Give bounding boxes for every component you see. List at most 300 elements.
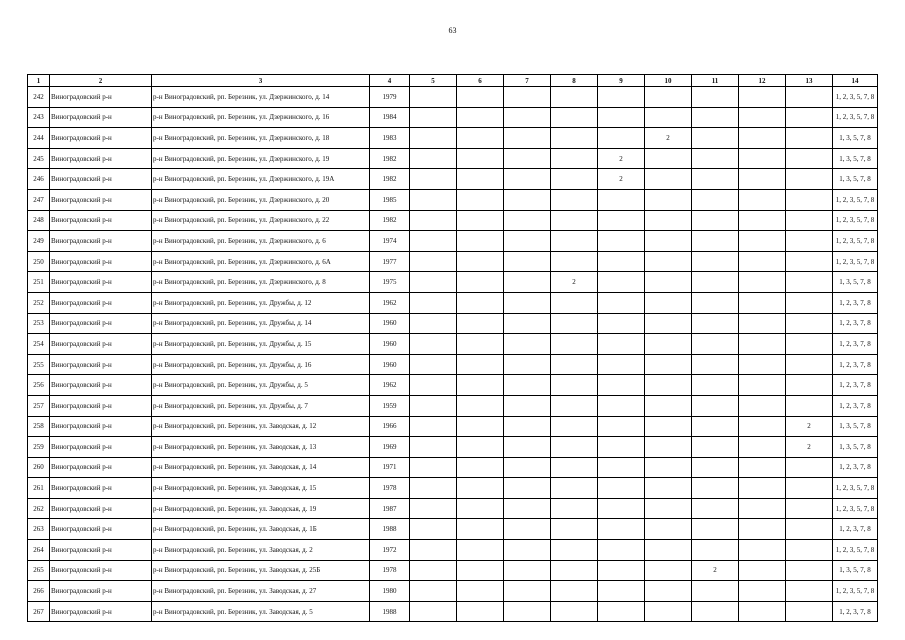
col7-cell bbox=[504, 313, 551, 334]
row-number: 258 bbox=[28, 416, 50, 437]
row-number: 253 bbox=[28, 313, 50, 334]
col6-cell bbox=[457, 107, 504, 128]
year-cell: 1974 bbox=[370, 231, 410, 252]
col5-cell bbox=[410, 354, 457, 375]
table-row bbox=[28, 251, 878, 272]
col10-cell bbox=[645, 395, 692, 416]
col12-cell bbox=[739, 581, 786, 602]
col7-cell bbox=[504, 292, 551, 313]
col7-cell bbox=[504, 354, 551, 375]
address-cell: р-н Виноградовский, рп. Березник, ул. Дзержинского, д. 16 bbox=[152, 107, 370, 128]
col9-cell bbox=[598, 540, 645, 561]
col14-cell: 1, 2, 3, 5, 7, 8 bbox=[833, 210, 878, 231]
district-cell: Виноградовский р-н bbox=[50, 189, 152, 210]
col8-cell bbox=[551, 148, 598, 169]
col5-cell bbox=[410, 437, 457, 458]
col10-cell bbox=[645, 210, 692, 231]
col10-cell bbox=[645, 560, 692, 581]
district-cell: Виноградовский р-н bbox=[50, 540, 152, 561]
district-cell: Виноградовский р-н bbox=[50, 354, 152, 375]
year-cell: 1988 bbox=[370, 519, 410, 540]
address-cell: р-н Виноградовский, рп. Березник, ул. Дзержинского, д. 14 bbox=[152, 87, 370, 108]
col14-cell: 1, 2, 3, 5, 7, 8 bbox=[833, 87, 878, 108]
col7-cell bbox=[504, 437, 551, 458]
col11-cell bbox=[692, 457, 739, 478]
col6-cell bbox=[457, 540, 504, 561]
col5-cell bbox=[410, 107, 457, 128]
col9-cell bbox=[598, 581, 645, 602]
year-cell: 1982 bbox=[370, 210, 410, 231]
col6-cell bbox=[457, 560, 504, 581]
table-row bbox=[28, 601, 878, 622]
row-number: 243 bbox=[28, 107, 50, 128]
col6-cell bbox=[457, 581, 504, 602]
col9-cell bbox=[598, 601, 645, 622]
year-cell: 1983 bbox=[370, 128, 410, 149]
col10-cell bbox=[645, 334, 692, 355]
col7-cell bbox=[504, 251, 551, 272]
address-cell: р-н Виноградовский, рп. Березник, ул. Заводская, д. 12 bbox=[152, 416, 370, 437]
column-header: 8 bbox=[551, 75, 598, 87]
col14-cell: 1, 3, 5, 7, 8 bbox=[833, 148, 878, 169]
col9-cell bbox=[598, 231, 645, 252]
table-row bbox=[28, 334, 878, 355]
col14-cell: 1, 2, 3, 7, 8 bbox=[833, 457, 878, 478]
col11-cell bbox=[692, 313, 739, 334]
district-cell: Виноградовский р-н bbox=[50, 148, 152, 169]
col7-cell bbox=[504, 581, 551, 602]
address-cell: р-н Виноградовский, рп. Березник, ул. Дружбы, д. 15 bbox=[152, 334, 370, 355]
col6-cell bbox=[457, 478, 504, 499]
col8-cell bbox=[551, 313, 598, 334]
col11-cell bbox=[692, 437, 739, 458]
col6-cell bbox=[457, 519, 504, 540]
table-row bbox=[28, 437, 878, 458]
col11-cell bbox=[692, 498, 739, 519]
col14-cell: 1, 2, 3, 5, 7, 8 bbox=[833, 251, 878, 272]
district-cell: Виноградовский р-н bbox=[50, 395, 152, 416]
col8-cell bbox=[551, 251, 598, 272]
col14-cell: 1, 2, 3, 7, 8 bbox=[833, 601, 878, 622]
col12-cell bbox=[739, 560, 786, 581]
col6-cell bbox=[457, 354, 504, 375]
col14-cell: 1, 2, 3, 5, 7, 8 bbox=[833, 581, 878, 602]
column-header: 10 bbox=[645, 75, 692, 87]
col14-cell: 1, 2, 3, 5, 7, 8 bbox=[833, 107, 878, 128]
col7-cell bbox=[504, 478, 551, 499]
district-cell: Виноградовский р-н bbox=[50, 437, 152, 458]
year-cell: 1982 bbox=[370, 169, 410, 190]
row-number: 247 bbox=[28, 189, 50, 210]
col10-cell bbox=[645, 416, 692, 437]
table-row bbox=[28, 375, 878, 396]
col13-cell bbox=[786, 395, 833, 416]
col7-cell bbox=[504, 601, 551, 622]
column-header: 6 bbox=[457, 75, 504, 87]
col13-cell bbox=[786, 148, 833, 169]
col5-cell bbox=[410, 128, 457, 149]
col9-cell bbox=[598, 498, 645, 519]
col14-cell: 1, 2, 3, 5, 7, 8 bbox=[833, 478, 878, 499]
col12-cell bbox=[739, 292, 786, 313]
district-cell: Виноградовский р-н bbox=[50, 478, 152, 499]
col11-cell bbox=[692, 169, 739, 190]
district-cell: Виноградовский р-н bbox=[50, 334, 152, 355]
col12-cell bbox=[739, 87, 786, 108]
address-cell: р-н Виноградовский, рп. Березник, ул. Заводская, д. 5 bbox=[152, 601, 370, 622]
col10-cell bbox=[645, 519, 692, 540]
address-cell: р-н Виноградовский, рп. Березник, ул. Дружбы, д. 12 bbox=[152, 292, 370, 313]
row-number: 259 bbox=[28, 437, 50, 458]
col10-cell bbox=[645, 375, 692, 396]
year-cell: 1984 bbox=[370, 107, 410, 128]
address-cell: р-н Виноградовский, рп. Березник, ул. Дружбы, д. 16 bbox=[152, 354, 370, 375]
address-cell: р-н Виноградовский, рп. Березник, ул. Дзержинского, д. 18 bbox=[152, 128, 370, 149]
row-number: 249 bbox=[28, 231, 50, 252]
district-cell: Виноградовский р-н bbox=[50, 601, 152, 622]
col11-cell bbox=[692, 107, 739, 128]
year-cell: 1978 bbox=[370, 560, 410, 581]
col10-cell bbox=[645, 601, 692, 622]
col6-cell bbox=[457, 148, 504, 169]
year-cell: 1987 bbox=[370, 498, 410, 519]
col5-cell bbox=[410, 210, 457, 231]
col12-cell bbox=[739, 375, 786, 396]
col6-cell bbox=[457, 189, 504, 210]
col12-cell bbox=[739, 437, 786, 458]
table-row bbox=[28, 457, 878, 478]
col6-cell bbox=[457, 87, 504, 108]
col9-cell bbox=[598, 478, 645, 499]
year-cell: 1959 bbox=[370, 395, 410, 416]
table-row bbox=[28, 581, 878, 602]
table-row bbox=[28, 231, 878, 252]
col8-cell bbox=[551, 519, 598, 540]
col5-cell bbox=[410, 601, 457, 622]
address-cell: р-н Виноградовский, рп. Березник, ул. Дзержинского, д. 19А bbox=[152, 169, 370, 190]
col9-cell bbox=[598, 107, 645, 128]
col14-cell: 1, 2, 3, 7, 8 bbox=[833, 292, 878, 313]
col11-cell bbox=[692, 581, 739, 602]
col8-cell bbox=[551, 189, 598, 210]
address-cell: р-н Виноградовский, рп. Березник, ул. Заводская, д. 15 bbox=[152, 478, 370, 499]
district-cell: Виноградовский р-н bbox=[50, 292, 152, 313]
col13-cell bbox=[786, 272, 833, 293]
year-cell: 1982 bbox=[370, 148, 410, 169]
col11-cell bbox=[692, 395, 739, 416]
col13-cell bbox=[786, 107, 833, 128]
col5-cell bbox=[410, 231, 457, 252]
district-cell: Виноградовский р-н bbox=[50, 313, 152, 334]
col8-cell bbox=[551, 395, 598, 416]
year-cell: 1985 bbox=[370, 189, 410, 210]
table-row bbox=[28, 189, 878, 210]
col8-cell bbox=[551, 375, 598, 396]
col6-cell bbox=[457, 210, 504, 231]
row-number: 257 bbox=[28, 395, 50, 416]
col8-cell bbox=[551, 334, 598, 355]
col10-cell bbox=[645, 148, 692, 169]
table-row bbox=[28, 498, 878, 519]
column-header: 14 bbox=[833, 75, 878, 87]
year-cell: 1969 bbox=[370, 437, 410, 458]
col7-cell bbox=[504, 416, 551, 437]
table-row bbox=[28, 478, 878, 499]
column-header: 11 bbox=[692, 75, 739, 87]
col8-cell bbox=[551, 601, 598, 622]
col11-cell bbox=[692, 375, 739, 396]
col9-cell bbox=[598, 189, 645, 210]
address-cell: р-н Виноградовский, рп. Березник, ул. Заводская, д. 27 bbox=[152, 581, 370, 602]
col9-cell bbox=[598, 87, 645, 108]
col14-cell: 1, 2, 3, 7, 8 bbox=[833, 375, 878, 396]
row-number: 254 bbox=[28, 334, 50, 355]
year-cell: 1962 bbox=[370, 375, 410, 396]
table-row bbox=[28, 128, 878, 149]
column-header: 7 bbox=[504, 75, 551, 87]
col7-cell bbox=[504, 498, 551, 519]
col8-cell bbox=[551, 231, 598, 252]
district-cell: Виноградовский р-н bbox=[50, 519, 152, 540]
col10-cell bbox=[645, 272, 692, 293]
col5-cell bbox=[410, 251, 457, 272]
col6-cell bbox=[457, 375, 504, 396]
col14-cell: 1, 2, 3, 5, 7, 8 bbox=[833, 498, 878, 519]
district-cell: Виноградовский р-н bbox=[50, 498, 152, 519]
col11-cell bbox=[692, 272, 739, 293]
district-cell: Виноградовский р-н bbox=[50, 231, 152, 252]
col8-cell bbox=[551, 581, 598, 602]
row-number: 265 bbox=[28, 560, 50, 581]
col5-cell bbox=[410, 169, 457, 190]
col8-cell bbox=[551, 292, 598, 313]
col5-cell bbox=[410, 87, 457, 108]
col8-cell bbox=[551, 107, 598, 128]
row-number: 264 bbox=[28, 540, 50, 561]
col9-cell bbox=[598, 395, 645, 416]
col10-cell bbox=[645, 437, 692, 458]
year-cell: 1978 bbox=[370, 478, 410, 499]
row-number: 262 bbox=[28, 498, 50, 519]
col14-cell: 1, 3, 5, 7, 8 bbox=[833, 128, 878, 149]
col10-cell bbox=[645, 581, 692, 602]
row-number: 250 bbox=[28, 251, 50, 272]
table-row bbox=[28, 292, 878, 313]
address-cell: р-н Виноградовский, рп. Березник, ул. Дзержинского, д. 22 bbox=[152, 210, 370, 231]
column-header: 2 bbox=[50, 75, 152, 87]
district-cell: Виноградовский р-н bbox=[50, 416, 152, 437]
col14-cell: 1, 3, 5, 7, 8 bbox=[833, 437, 878, 458]
district-cell: Виноградовский р-н bbox=[50, 210, 152, 231]
table-row bbox=[28, 107, 878, 128]
column-header: 4 bbox=[370, 75, 410, 87]
address-cell: р-н Виноградовский, рп. Березник, ул. Заводская, д. 25Б bbox=[152, 560, 370, 581]
table-row bbox=[28, 354, 878, 375]
col5-cell bbox=[410, 498, 457, 519]
col8-cell bbox=[551, 128, 598, 149]
col10-cell bbox=[645, 498, 692, 519]
year-cell: 1980 bbox=[370, 581, 410, 602]
col11-cell bbox=[692, 416, 739, 437]
col14-cell: 1, 2, 3, 7, 8 bbox=[833, 334, 878, 355]
col12-cell bbox=[739, 107, 786, 128]
col11-cell bbox=[692, 148, 739, 169]
col9-cell bbox=[598, 560, 645, 581]
col11-cell bbox=[692, 292, 739, 313]
col11-cell bbox=[692, 334, 739, 355]
col5-cell bbox=[410, 313, 457, 334]
col11-cell bbox=[692, 540, 739, 561]
col13-cell bbox=[786, 334, 833, 355]
table-row bbox=[28, 519, 878, 540]
col9-cell bbox=[598, 292, 645, 313]
col14-cell: 1, 3, 5, 7, 8 bbox=[833, 169, 878, 190]
col9-cell bbox=[598, 457, 645, 478]
col10-cell bbox=[645, 169, 692, 190]
col13-cell bbox=[786, 189, 833, 210]
row-number: 242 bbox=[28, 87, 50, 108]
col14-cell: 1, 3, 5, 7, 8 bbox=[833, 272, 878, 293]
column-header: 12 bbox=[739, 75, 786, 87]
col14-cell: 1, 3, 5, 7, 8 bbox=[833, 416, 878, 437]
col6-cell bbox=[457, 272, 504, 293]
col10-cell bbox=[645, 540, 692, 561]
address-cell: р-н Виноградовский, рп. Березник, ул. Заводская, д. 1Б bbox=[152, 519, 370, 540]
col12-cell bbox=[739, 498, 786, 519]
col7-cell bbox=[504, 375, 551, 396]
col9-cell bbox=[598, 128, 645, 149]
column-header: 3 bbox=[152, 75, 370, 87]
year-cell: 1975 bbox=[370, 272, 410, 293]
col6-cell bbox=[457, 498, 504, 519]
table-row bbox=[28, 272, 878, 293]
col12-cell bbox=[739, 416, 786, 437]
col9-cell bbox=[598, 519, 645, 540]
col7-cell bbox=[504, 519, 551, 540]
col11-cell bbox=[692, 601, 739, 622]
col11-cell bbox=[692, 354, 739, 375]
col13-cell bbox=[786, 231, 833, 252]
address-cell: р-н Виноградовский, рп. Березник, ул. Дзержинского, д. 19 bbox=[152, 148, 370, 169]
address-cell: р-н Виноградовский, рп. Березник, ул. Дзержинского, д. 6А bbox=[152, 251, 370, 272]
col9-cell: 2 bbox=[598, 148, 645, 169]
col14-cell: 1, 2, 3, 7, 8 bbox=[833, 519, 878, 540]
col6-cell bbox=[457, 601, 504, 622]
col12-cell bbox=[739, 210, 786, 231]
col5-cell bbox=[410, 395, 457, 416]
year-cell: 1962 bbox=[370, 292, 410, 313]
col13-cell bbox=[786, 519, 833, 540]
col5-cell bbox=[410, 540, 457, 561]
col5-cell bbox=[410, 581, 457, 602]
col9-cell bbox=[598, 354, 645, 375]
table-row bbox=[28, 560, 878, 581]
year-cell: 1960 bbox=[370, 313, 410, 334]
address-cell: р-н Виноградовский, рп. Березник, ул. Дружбы, д. 14 bbox=[152, 313, 370, 334]
col12-cell bbox=[739, 478, 786, 499]
col6-cell bbox=[457, 416, 504, 437]
col12-cell bbox=[739, 395, 786, 416]
col10-cell: 2 bbox=[645, 128, 692, 149]
col13-cell: 2 bbox=[786, 416, 833, 437]
col10-cell bbox=[645, 87, 692, 108]
col13-cell bbox=[786, 210, 833, 231]
col6-cell bbox=[457, 437, 504, 458]
col5-cell bbox=[410, 189, 457, 210]
col9-cell bbox=[598, 437, 645, 458]
col6-cell bbox=[457, 313, 504, 334]
col6-cell bbox=[457, 457, 504, 478]
col13-cell bbox=[786, 128, 833, 149]
year-cell: 1977 bbox=[370, 251, 410, 272]
col14-cell: 1, 2, 3, 7, 8 bbox=[833, 354, 878, 375]
col5-cell bbox=[410, 416, 457, 437]
year-cell: 1960 bbox=[370, 354, 410, 375]
col10-cell bbox=[645, 457, 692, 478]
col12-cell bbox=[739, 169, 786, 190]
year-cell: 1972 bbox=[370, 540, 410, 561]
col6-cell bbox=[457, 231, 504, 252]
col9-cell bbox=[598, 272, 645, 293]
col10-cell bbox=[645, 251, 692, 272]
col12-cell bbox=[739, 272, 786, 293]
row-number: 245 bbox=[28, 148, 50, 169]
col12-cell bbox=[739, 189, 786, 210]
col8-cell bbox=[551, 416, 598, 437]
address-cell: р-н Виноградовский, рп. Березник, ул. Дружбы, д. 5 bbox=[152, 375, 370, 396]
address-cell: р-н Виноградовский, рп. Березник, ул. Дружбы, д. 7 bbox=[152, 395, 370, 416]
row-number: 263 bbox=[28, 519, 50, 540]
col13-cell bbox=[786, 457, 833, 478]
row-number: 256 bbox=[28, 375, 50, 396]
col14-cell: 1, 3, 5, 7, 8 bbox=[833, 560, 878, 581]
col13-cell: 2 bbox=[786, 437, 833, 458]
col10-cell bbox=[645, 313, 692, 334]
year-cell: 1960 bbox=[370, 334, 410, 355]
register-table bbox=[27, 74, 878, 622]
col8-cell bbox=[551, 478, 598, 499]
page-number: 63 bbox=[448, 26, 457, 35]
col11-cell bbox=[692, 210, 739, 231]
col12-cell bbox=[739, 457, 786, 478]
col12-cell bbox=[739, 601, 786, 622]
col8-cell bbox=[551, 210, 598, 231]
table-row bbox=[28, 416, 878, 437]
col13-cell bbox=[786, 581, 833, 602]
col10-cell bbox=[645, 354, 692, 375]
col8-cell bbox=[551, 540, 598, 561]
district-cell: Виноградовский р-н bbox=[50, 87, 152, 108]
district-cell: Виноградовский р-н bbox=[50, 375, 152, 396]
col11-cell bbox=[692, 231, 739, 252]
col6-cell bbox=[457, 169, 504, 190]
col5-cell bbox=[410, 478, 457, 499]
col14-cell: 1, 2, 3, 7, 8 bbox=[833, 313, 878, 334]
col7-cell bbox=[504, 231, 551, 252]
col5-cell bbox=[410, 560, 457, 581]
col10-cell bbox=[645, 292, 692, 313]
col7-cell bbox=[504, 87, 551, 108]
table-row bbox=[28, 210, 878, 231]
col7-cell bbox=[504, 272, 551, 293]
col12-cell bbox=[739, 334, 786, 355]
district-cell: Виноградовский р-н bbox=[50, 560, 152, 581]
col14-cell: 1, 2, 3, 7, 8 bbox=[833, 395, 878, 416]
col9-cell bbox=[598, 375, 645, 396]
address-cell: р-н Виноградовский, рп. Березник, ул. Дзержинского, д. 6 bbox=[152, 231, 370, 252]
col9-cell bbox=[598, 251, 645, 272]
table-row bbox=[28, 169, 878, 190]
